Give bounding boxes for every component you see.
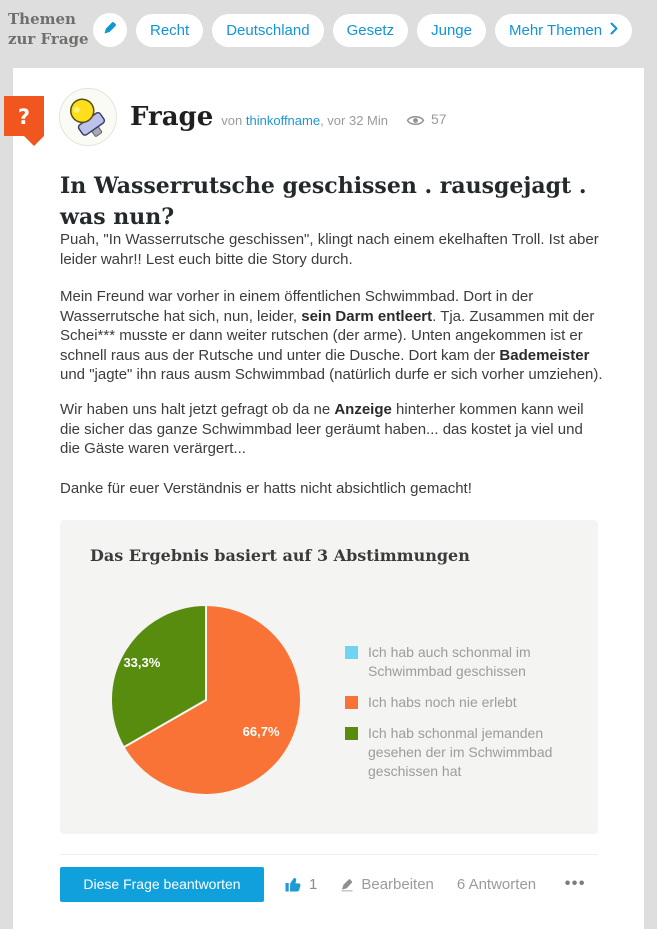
- question-badge: [4, 96, 44, 148]
- topic-tags-bar: [93, 13, 632, 47]
- view-count: 57: [406, 111, 447, 127]
- question-card: [13, 68, 644, 929]
- topic-tag-deutschland[interactable]: Deutschland: [212, 14, 323, 47]
- pie-slice-label-1: 66,7%: [242, 723, 280, 739]
- question-paragraph-1: Puah, "In Wasserrutsche geschissen", klingt nach einem ekelhaften Troll. Ist aber leider wahr!! Lest euch bitte die Story durch.: [60, 231, 599, 268]
- topic-tag-junge[interactable]: Junge: [417, 14, 486, 47]
- legend-swatch-1: [345, 646, 358, 659]
- poll-results-box: [60, 520, 598, 834]
- edit-pencil-icon: [340, 877, 354, 892]
- topics-of-question-label: Themen zur Frage: [8, 10, 89, 48]
- question-paragraph-2: Mein Freund war vorher in einem öffentlichen Schwimmbad. Dort in der Wasserrutsche hat sich, nun, leider, sein Darm entleert. Tja. Zusammen mit der Schei*** musste er dann weiter rutschen (der arme). Unten angekommen ist er schnell raus aus der Rutsche und unter die Dusche. Dort kam der Bademeister und "jagte" ihn raus ausm Schwimmbad (natürlich durfe er sich vorher umziehen).: [60, 288, 603, 383]
- topic-tag-recht[interactable]: Recht: [136, 14, 203, 47]
- thumbs-up-icon: [284, 875, 302, 893]
- like-count: 1: [309, 875, 318, 893]
- pie-slice-label-2: 33,3%: [123, 654, 161, 670]
- legend-item-2: [345, 693, 567, 712]
- author-link[interactable]: thinkoffname: [245, 113, 321, 128]
- action-bar: [60, 866, 598, 902]
- edit-label: Bearbeiten: [361, 875, 434, 893]
- byline: von thinkoffname, vor 32 Min: [221, 113, 388, 128]
- poll-pie-chart: [106, 600, 306, 800]
- question-title: In Wasserrutsche geschissen . rausgejagt . was nun?: [60, 172, 587, 230]
- more-topics-label: Mehr Themen: [508, 21, 603, 39]
- legend-swatch-3: [345, 727, 358, 740]
- question-type-label: Frage: [130, 102, 214, 132]
- avatar[interactable]: [59, 88, 117, 146]
- like-control[interactable]: [284, 875, 317, 893]
- legend-label-1: Ich hab auch schonmal im Schwimmbad geschissen: [368, 644, 531, 679]
- poll-title: Das Ergebnis basiert auf 3 Abstimmungen: [90, 546, 470, 565]
- answer-question-button[interactable]: Diese Frage beantworten: [60, 867, 264, 902]
- edit-tags-button[interactable]: [93, 13, 127, 47]
- question-paragraph-3: Wir haben uns halt jetzt gefragt ob da ne Anzeige hinterher kommen kann weil die sicher das ganze Schwimmbad leer geräumt haben... das kostet ja viel und die Gäste waren verärgert...: [60, 401, 584, 457]
- answers-count-link[interactable]: 6 Antworten: [456, 875, 537, 893]
- legend-label-3: Ich hab schonmal jemanden gesehen der im Schwimmbad geschissen hat: [368, 725, 553, 779]
- actions-divider: [60, 854, 598, 855]
- pencil-icon: [102, 20, 118, 40]
- lightbulb-avatar-icon: [60, 89, 116, 145]
- legend-label-2: Ich habs noch nie erlebt: [368, 694, 517, 710]
- more-options-button[interactable]: •••: [564, 875, 586, 892]
- topic-tag-gesetz[interactable]: Gesetz: [333, 14, 409, 47]
- legend-swatch-2: [345, 696, 358, 709]
- more-topics-button[interactable]: [495, 14, 632, 47]
- edit-button[interactable]: [340, 876, 434, 893]
- chevron-right-icon: [610, 22, 618, 39]
- eye-icon: [406, 114, 425, 127]
- poll-legend: [345, 643, 567, 781]
- question-paragraph-4: Danke für euer Verständnis er hatts nicht absichtlich gemacht!: [60, 480, 472, 497]
- svg-text:?: ?: [17, 105, 31, 129]
- legend-item-1: [345, 643, 567, 681]
- legend-item-3: [345, 724, 567, 781]
- question-header: [59, 88, 447, 146]
